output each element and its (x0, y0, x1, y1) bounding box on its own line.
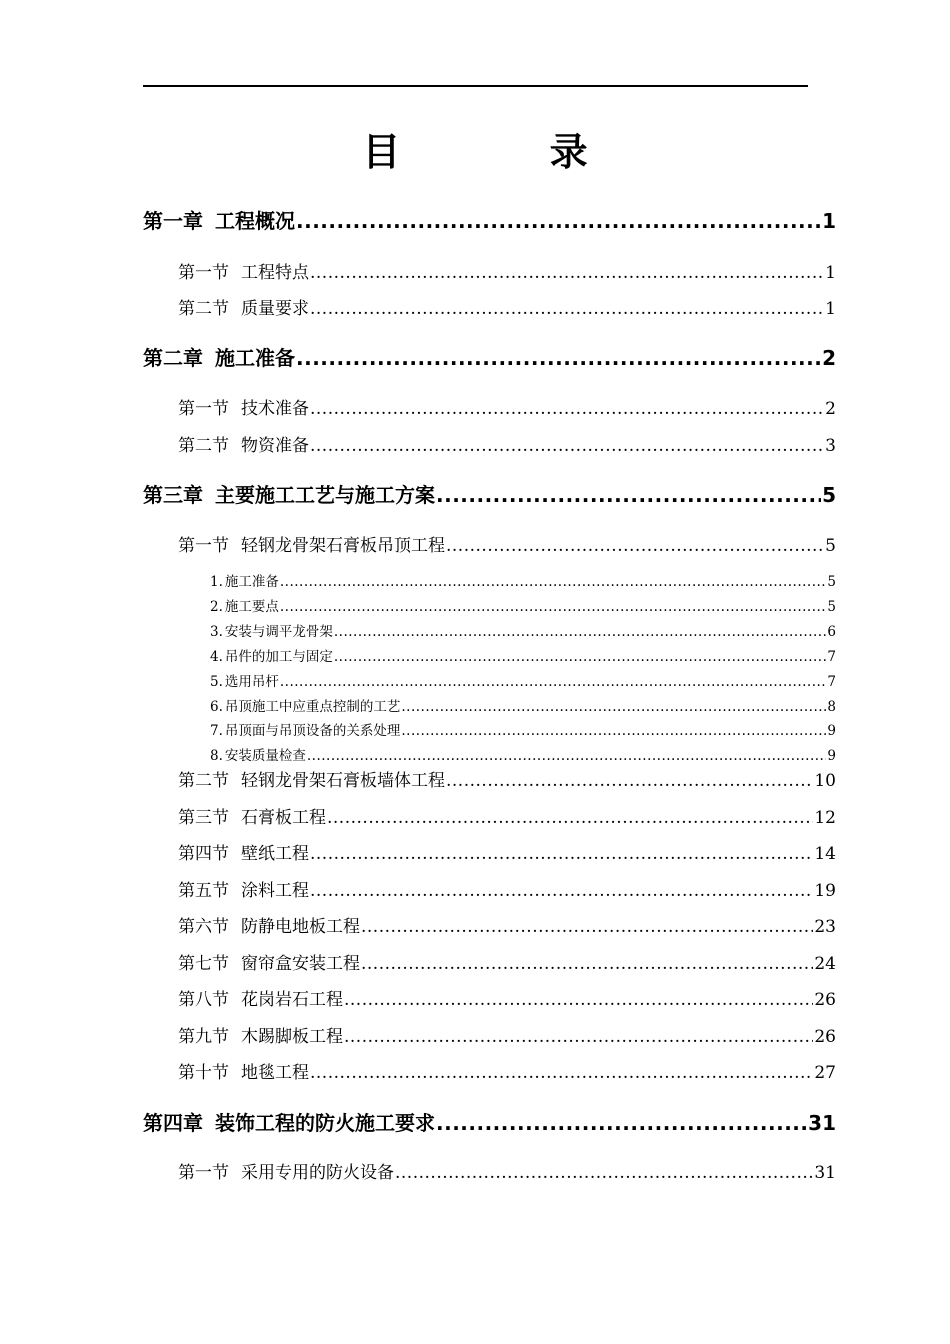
header-rule (143, 85, 808, 87)
toc-section-title: 地毯工程 (241, 1063, 309, 1083)
toc-item-3-1-5[interactable] (210, 673, 836, 691)
toc-page-number: 5 (827, 599, 836, 615)
toc-item-title: 吊顶施工中应重点控制的工艺 (224, 699, 401, 715)
toc-section-3-10[interactable] (178, 1062, 836, 1084)
toc-page-number: 9 (827, 748, 836, 764)
toc-leader-dots (327, 807, 813, 829)
toc-chapter-number: 第四章 (143, 1111, 203, 1135)
toc-leader-dots (334, 623, 827, 641)
toc-section-3-9[interactable] (178, 1026, 836, 1048)
toc-item-title: 安装质量检查 (224, 748, 306, 764)
toc-item-title: 安装与调平龙骨架 (224, 624, 333, 640)
toc-section-3-7[interactable] (178, 953, 836, 975)
toc-chapter-number: 第三章 (143, 483, 203, 507)
toc-section-title: 工程特点 (241, 263, 309, 283)
toc-section-3-1[interactable] (178, 535, 836, 557)
toc-page-number: 12 (814, 808, 836, 828)
toc-section-1-2[interactable] (178, 298, 836, 320)
toc-item-3-1-1[interactable] (210, 573, 836, 591)
toc-leader-dots (310, 435, 824, 457)
toc-item-title: 施工准备 (224, 574, 279, 590)
toc-leader-dots (334, 648, 827, 666)
toc-page-number: 6 (827, 624, 836, 640)
toc-chapter-title: 工程概况 (215, 209, 295, 233)
toc-section-title: 石膏板工程 (241, 808, 326, 828)
toc-section-3-5[interactable] (178, 880, 836, 902)
toc-section-title: 涂料工程 (241, 881, 309, 901)
toc-chapter-2[interactable] (143, 345, 836, 371)
toc-item-3-1-8[interactable] (210, 747, 836, 765)
toc-chapter-3[interactable] (143, 482, 836, 508)
toc-item-number: 3. (210, 624, 223, 640)
toc-leader-dots (307, 747, 827, 765)
toc-section-3-8[interactable] (178, 989, 836, 1011)
toc-leader-dots (436, 482, 821, 508)
toc-chapter-title: 装饰工程的防火施工要求 (215, 1111, 435, 1135)
toc-item-number: 2. (210, 599, 223, 615)
toc-page-number: 5 (825, 536, 836, 556)
toc-section-number: 第一节 (178, 263, 229, 283)
toc-section-title: 防静电地板工程 (241, 917, 360, 937)
toc-section-number: 第六节 (178, 917, 229, 937)
toc-item-3-1-2[interactable] (210, 598, 836, 616)
toc-page-number: 1 (825, 299, 836, 319)
toc-item-3-1-3[interactable] (210, 623, 836, 641)
toc-section-3-6[interactable] (178, 916, 836, 938)
toc-item-number: 8. (210, 748, 223, 764)
toc-section-number: 第二节 (178, 436, 229, 456)
toc-chapter-title: 施工准备 (215, 346, 295, 370)
toc-section-number: 第九节 (178, 1027, 229, 1047)
toc-leader-dots (310, 843, 813, 865)
toc-item-number: 7. (210, 723, 223, 739)
toc-section-2-1[interactable] (178, 398, 836, 420)
page-title: 目 录 (362, 130, 656, 174)
toc-item-title: 选用吊杆 (224, 674, 279, 690)
toc-leader-dots (310, 262, 824, 284)
toc-item-number: 5. (210, 674, 223, 690)
toc-leader-dots (280, 598, 827, 616)
toc-section-3-3[interactable] (178, 807, 836, 829)
toc-section-title: 技术准备 (241, 399, 309, 419)
toc-section-title: 窗帘盒安装工程 (241, 954, 360, 974)
toc-item-3-1-6[interactable] (210, 698, 836, 716)
toc-leader-dots (296, 345, 821, 371)
toc-page-number: 7 (827, 649, 836, 665)
toc-leader-dots (395, 1162, 813, 1184)
toc-page-number: 2 (825, 399, 836, 419)
toc-section-number: 第一节 (178, 536, 229, 556)
toc-leader-dots (446, 535, 824, 557)
toc-chapter-1[interactable] (143, 208, 836, 234)
toc-page-number: 19 (814, 881, 836, 901)
toc-page-number: 26 (814, 1027, 836, 1047)
toc-page-number: 1 (822, 209, 836, 233)
toc-item-3-1-4[interactable] (210, 648, 836, 666)
toc-section-3-2[interactable] (178, 770, 836, 792)
toc-section-1-1[interactable] (178, 262, 836, 284)
toc-leader-dots (344, 989, 813, 1011)
toc-chapter-title: 主要施工工艺与施工方案 (215, 483, 435, 507)
toc-item-number: 1. (210, 574, 223, 590)
toc-leader-dots (401, 722, 826, 740)
toc-section-title: 壁纸工程 (241, 844, 309, 864)
toc-section-number: 第三节 (178, 808, 229, 828)
toc-page-number: 27 (814, 1063, 836, 1083)
toc-item-3-1-7[interactable] (210, 722, 836, 740)
toc-item-title: 吊件的加工与固定 (224, 649, 333, 665)
toc-section-title: 木踢脚板工程 (241, 1027, 343, 1047)
toc-section-number: 第八节 (178, 990, 229, 1010)
toc-leader-dots (280, 673, 827, 691)
toc-section-title: 轻钢龙骨架石膏板墙体工程 (241, 771, 445, 791)
toc-page-number: 10 (814, 771, 836, 791)
toc-section-title: 质量要求 (241, 299, 309, 319)
toc-section-title: 轻钢龙骨架石膏板吊顶工程 (241, 536, 445, 556)
toc-section-number: 第一节 (178, 1163, 229, 1183)
toc-chapter-number: 第一章 (143, 209, 203, 233)
toc-leader-dots (280, 573, 827, 591)
toc-page-number: 5 (822, 483, 836, 507)
toc-chapter-4[interactable] (143, 1110, 836, 1136)
toc-item-number: 4. (210, 649, 223, 665)
toc-leader-dots (310, 398, 824, 420)
toc-page-number: 3 (825, 436, 836, 456)
toc-item-title: 施工要点 (224, 599, 279, 615)
toc-section-title: 采用专用的防火设备 (241, 1163, 394, 1183)
toc-section-2-2[interactable] (178, 435, 836, 457)
toc-page-number: 26 (814, 990, 836, 1010)
toc-leader-dots (344, 1026, 813, 1048)
toc-section-4-1[interactable] (178, 1162, 836, 1184)
toc-section-number: 第十节 (178, 1063, 229, 1083)
toc-section-number: 第五节 (178, 881, 229, 901)
toc-section-3-4[interactable] (178, 843, 836, 865)
toc-section-number: 第二节 (178, 771, 229, 791)
toc-leader-dots (401, 698, 826, 716)
toc-section-number: 第一节 (178, 399, 229, 419)
toc-page-number: 14 (814, 844, 836, 864)
toc-section-title: 花岗岩石工程 (241, 990, 343, 1010)
toc-item-number: 6. (210, 699, 223, 715)
toc-item-title: 吊顶面与吊顶设备的关系处理 (224, 723, 401, 739)
toc-section-number: 第二节 (178, 299, 229, 319)
toc-page-number: 9 (827, 723, 836, 739)
toc-leader-dots (310, 1062, 813, 1084)
toc-leader-dots (436, 1110, 807, 1136)
toc-page-number: 1 (825, 263, 836, 283)
toc-page-number: 23 (814, 917, 836, 937)
toc-leader-dots (361, 953, 813, 975)
toc-section-title: 物资准备 (241, 436, 309, 456)
toc-page-number: 31 (808, 1111, 836, 1135)
toc-chapter-number: 第二章 (143, 346, 203, 370)
toc-leader-dots (310, 298, 824, 320)
toc-page-number: 24 (814, 954, 836, 974)
toc-leader-dots (361, 916, 813, 938)
toc-page-number: 8 (827, 699, 836, 715)
toc-section-number: 第七节 (178, 954, 229, 974)
toc-section-number: 第四节 (178, 844, 229, 864)
toc-leader-dots (310, 880, 813, 902)
toc-leader-dots (296, 208, 821, 234)
toc-page-number: 5 (827, 574, 836, 590)
toc-leader-dots (446, 770, 813, 792)
toc-page-number: 7 (827, 674, 836, 690)
toc-page-number: 31 (814, 1163, 836, 1183)
toc-page-number: 2 (822, 346, 836, 370)
